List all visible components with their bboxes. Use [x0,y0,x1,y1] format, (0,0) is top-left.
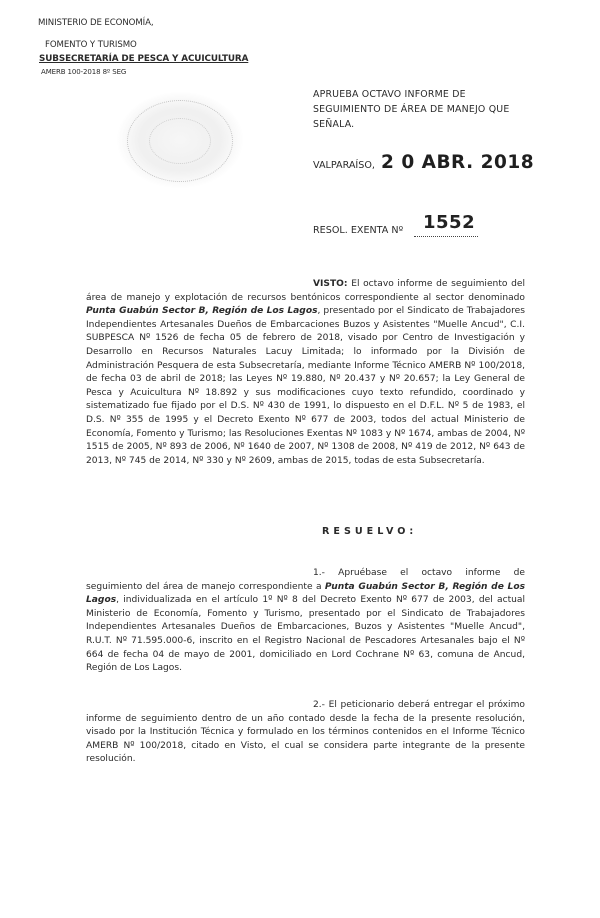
ministry-line-2: FOMENTO Y TURISMO [45,40,137,50]
resolution-number: 1552 [423,212,476,233]
resolution-point-2: 2.- El peticionario deberá entregar el próximo informe de seguimiento dentro de un año contado desde la fecha de la presente resolución, visado por la Institución Técnica y formulado en los términos contenidos en el Informe Técnico AMERB Nº 100/2018, citado en Visto, el cual se considera parte integrante de la presente resolución. [86,700,525,765]
resolution-point-1 [86,567,525,676]
document-title: APRUEBA OCTAVO INFORME DE SEGUIMIENTO DE ÁREA DE MANEJO QUE SEÑALA. [313,89,510,130]
resuelvo-heading: RESUELVO: [322,526,418,537]
r1-text-2: , individualizada en el artículo 1º Nº 8 del Decreto Exento Nº 677 de 2003, del actual Ministerio de Economía, Fomento y Turismo, presentado por el Sindicato de Trabajadores Independientes Artesanales Dueños de Embarcaciones, Buzos y Asistentes "Muelle Ancud", R.U.T. Nº 71.595.000-6, inscrito en el Registro Nacional de Pescadores Artesanales bajo el Nº 664 de fecha 04 de mayo de 2001, domiciliado en Lord Cochrane Nº 63, comuna de Ancud, Región de Los Lagos. [86,595,525,674]
ministry-line: MINISTERIO DE ECONOMÍA, [38,18,154,28]
official-seal [117,92,243,188]
r1-text-1: 1.- Apruébase el octavo informe de seguimiento del área de manejo correspondiente a [86,568,525,592]
r1-location: Punta Guabún Sector B, Región de Los Lagos [86,581,525,606]
visto-label: VISTO: [313,279,348,289]
date-stamp: 2 0 ABR. 2018 [381,152,535,173]
visto-paragraph [86,278,525,468]
resolution-number-line [414,236,478,237]
visto-text-2: , presentado por el Sindicato de Trabajadores Independientes Artesanales Dueños de Embarcaciones Buzos y Asistentes "Muelle Ancud", C.I. SUBPESCA Nº 1526 de fecha 05 de febrero de 2018, visado por Centro de Investigación y Desarrollo en Recursos Naturales Lacuy Limitada; lo informado por la División de Administración Pesquera de esta Subsecretaría, mediante Informe Técnico AMERB Nº 100/2018, de fecha 03 de abril de 2018; las Leyes Nº 19.880, Nº 20.437 y Nº 20.657; la Ley General de Pesca y Acuicultura Nº 18.892 y sus modificaciones cuyo texto refundido, coordinado y sistematizado fue fijado por el D.S. Nº 430 de 1991, lo dispuesto en el D.F.L. Nº 5 de 1983, el D.S. Nº 355 de 1995 y el Decreto Exento Nº 677 de 2003, todos del actual Ministerio de Economía, Fomento y Turismo; las Resoluciones Exentas Nº 1083 y Nº 1674, ambas de 2004, Nº 1515 de 2005, Nº 893 de 2006, Nº 1640 de 2007, Nº 1308 de 2008, Nº 419 de 2012, Nº 643 de 2013, Nº 745 de 2014, Nº 330 y Nº 2609, ambas de 2015, todas de esta Subsecretaría. [86,306,525,466]
subsecretaria-line: SUBSECRETARÍA DE PESCA Y ACUICULTURA [39,54,249,64]
visto-text-1: El octavo informe de seguimiento del área de manejo y explotación de recursos bentónicos correspondiente al sector denominado [86,279,525,303]
visto-location: Punta Guabún Sector B, Región de Los Lagos [86,306,318,317]
resolution-label: RESOL. EXENTA Nº [313,225,404,236]
reference-code: AMERB 100-2018 8º SEG [41,68,127,76]
place-label: VALPARAÍSO, [313,160,375,171]
